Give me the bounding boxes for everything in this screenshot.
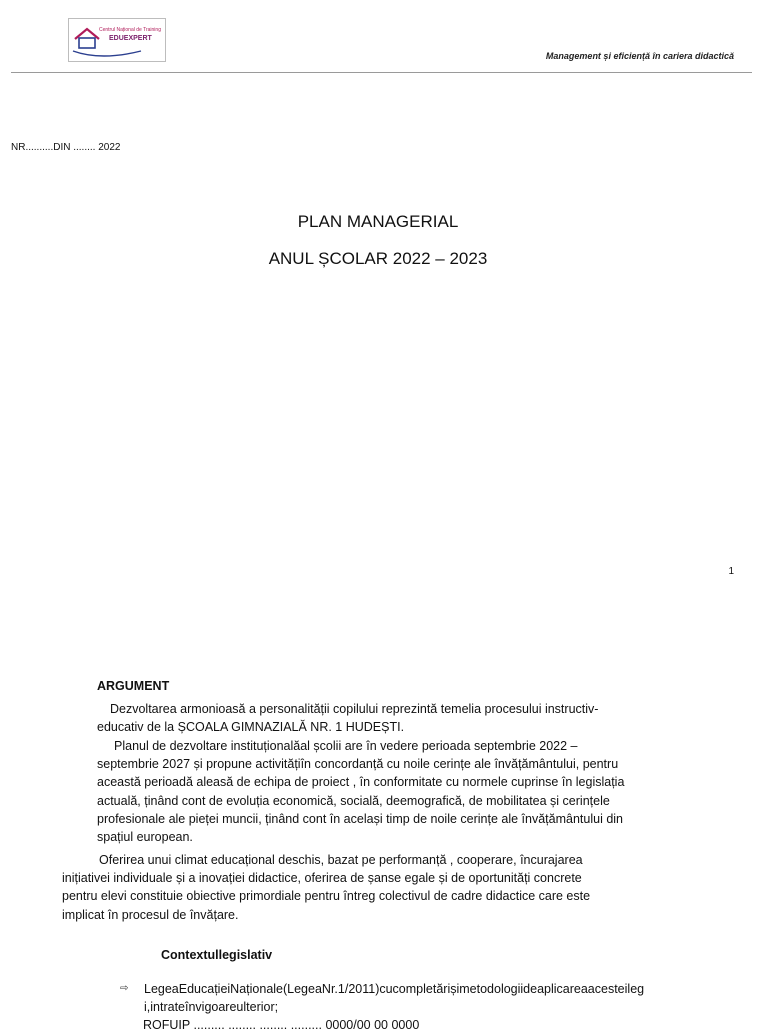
list-item-text — [144, 980, 644, 1016]
text-line: septembrie 2027 și propune activitățiîn concordanță cu noile cerințe ale învățământului, pentru — [97, 757, 619, 772]
argument-paragraph-1 — [97, 700, 598, 736]
argument-paragraph-3 — [62, 851, 590, 924]
text-line: LegeaEducațieiNaționale(LegeaNr.1/2011)cucompletărișimetodologiideaplicareaacesteileg — [144, 982, 645, 996]
header-tagline: Management și eficiență în cariera didactică — [545, 51, 734, 61]
arrow-right-outline-icon: ⇨ — [120, 983, 129, 994]
logo-text-line1: Centrul Național de Training — [99, 27, 161, 33]
document-number-line: NR..........DIN ........ 2022 — [11, 142, 121, 153]
text-line: profesionale ale pieței muncii, ținând cont în același timp de noile cerințe ale învățământului din — [97, 811, 624, 826]
text-line: Dezvoltarea armonioasă a personalității copilului reprezintă temelia procesului instructiv- — [110, 702, 599, 716]
list-item — [120, 980, 644, 1016]
text-line: Planul de dezvoltare instituționalăal școlii are în vedere perioada septembrie 2022 – — [114, 739, 578, 753]
page-number: 1 — [728, 566, 734, 577]
text-line: inițiativei individuale și a inovației didactice, oferirea de șanse egale și de oportunități concrete — [62, 871, 582, 886]
partial-list-line: ROFUIP ......... ........ ........ ......... 0000/00 00 0000 — [143, 1018, 420, 1032]
text-line: implicat în procesul de învățare. — [62, 907, 239, 922]
text-line: spațiul european. — [97, 830, 193, 845]
text-line: educativ de la ȘCOALA GIMNAZIALĂ NR. 1 HUDEȘTI. — [97, 720, 405, 735]
text-line: i,intrateînvigoareulterior; — [144, 1000, 279, 1015]
legal-context-heading: Contextullegislativ — [161, 948, 273, 962]
document-title: PLAN MANAGERIAL — [297, 212, 459, 231]
header-divider — [11, 72, 752, 73]
text-line: actuală, ținând cont de evoluția economică, socială, deemografică, de mobilitatea și cerințele — [97, 793, 610, 808]
logo-text-line2: EDUEXPERT — [109, 35, 152, 42]
document-subtitle: ANUL ȘCOLAR 2022 – 2023 — [268, 249, 488, 268]
text-line: această perioadă aleasă de echipa de proiect , în conformitate cu normele cuprinse în legislația — [97, 775, 625, 790]
text-line: Oferirea unui climat educațional deschis, bazat pe performanță , cooperare, încurajarea — [99, 853, 583, 867]
argument-paragraph-2 — [97, 737, 624, 846]
eduexpert-logo — [68, 18, 166, 62]
argument-heading: ARGUMENT — [97, 679, 170, 693]
text-line: pentru elevi constituie obiective primordiale pentru întreg colectivul de cadre didactice care este — [62, 889, 591, 904]
